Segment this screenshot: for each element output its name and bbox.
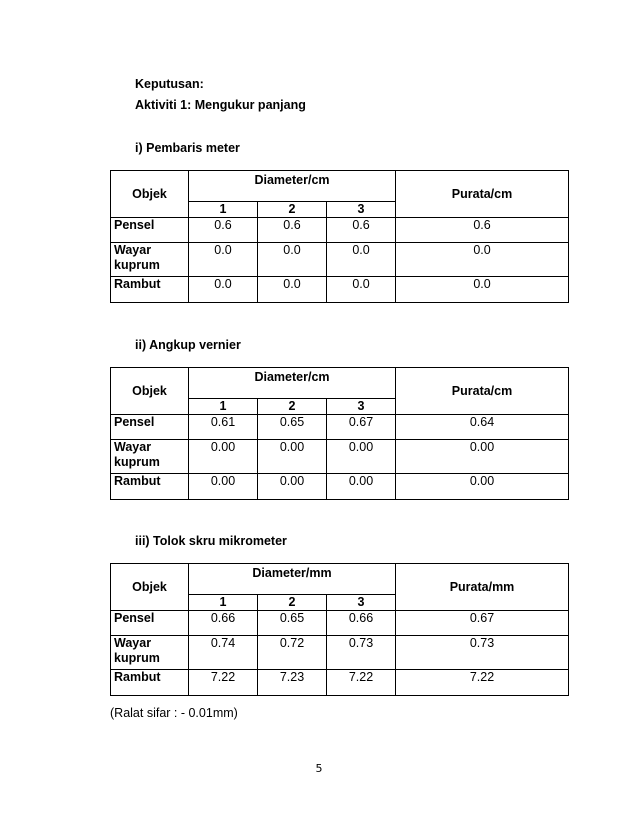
cell-value: 7.22 <box>327 670 396 696</box>
cell-value: 0.00 <box>258 474 327 500</box>
row-name: Wayar kuprum <box>111 440 189 474</box>
table-row <box>111 218 569 243</box>
cell-value: 0.67 <box>327 415 396 440</box>
col-header-3: 3 <box>327 595 396 611</box>
page-number: 5 <box>315 762 323 775</box>
table-row <box>111 415 569 440</box>
cell-value: 7.23 <box>258 670 327 696</box>
table-angkup-vernier <box>110 367 569 500</box>
cell-value: 0.6 <box>189 218 258 243</box>
cell-value: 7.22 <box>189 670 258 696</box>
col-header-2: 2 <box>258 399 327 415</box>
table-row <box>111 277 569 303</box>
cell-value: 0.74 <box>189 636 258 670</box>
cell-value: 0.65 <box>258 611 327 636</box>
row-name: Wayar kuprum <box>111 636 189 670</box>
table-row <box>111 636 569 670</box>
cell-value: 0.6 <box>327 218 396 243</box>
objek-header: Objek <box>111 564 189 611</box>
row-name: Rambut <box>111 474 189 500</box>
cell-value: 0.61 <box>189 415 258 440</box>
col-header-1: 1 <box>189 595 258 611</box>
row-name: Wayar kuprum <box>111 243 189 277</box>
col-header-1: 1 <box>189 202 258 218</box>
cell-value: 0.0 <box>258 277 327 303</box>
cell-value: 0.0 <box>189 277 258 303</box>
table-row <box>111 243 569 277</box>
cell-value: 0.6 <box>258 218 327 243</box>
cell-average: 0.0 <box>396 243 569 277</box>
cell-value: 0.73 <box>327 636 396 670</box>
row-name: Pensel <box>111 415 189 440</box>
cell-value: 0.0 <box>327 277 396 303</box>
cell-value: 0.00 <box>327 474 396 500</box>
col-header-2: 2 <box>258 202 327 218</box>
cell-value: 0.0 <box>189 243 258 277</box>
cell-average: 0.64 <box>396 415 569 440</box>
footnote: (Ralat sifar : - 0.01mm) <box>110 706 238 720</box>
table-pembaris-meter <box>110 170 569 303</box>
cell-value: 0.00 <box>189 474 258 500</box>
cell-value: 0.00 <box>327 440 396 474</box>
row-name: Pensel <box>111 611 189 636</box>
table-row <box>111 611 569 636</box>
cell-average: 0.00 <box>396 474 569 500</box>
diameter-header: Diameter/cm <box>189 368 396 399</box>
cell-value: 0.0 <box>327 243 396 277</box>
cell-value: 0.72 <box>258 636 327 670</box>
cell-average: 0.0 <box>396 277 569 303</box>
row-name: Rambut <box>111 670 189 696</box>
col-header-3: 3 <box>327 202 396 218</box>
objek-header: Objek <box>111 368 189 415</box>
cell-value: 0.00 <box>189 440 258 474</box>
cell-value: 0.00 <box>258 440 327 474</box>
purata-header: Purata/cm <box>396 368 569 415</box>
cell-value: 0.65 <box>258 415 327 440</box>
keputusan-heading: Keputusan: <box>135 77 204 91</box>
table-row <box>111 440 569 474</box>
table-row <box>111 474 569 500</box>
cell-average: 0.67 <box>396 611 569 636</box>
col-header-2: 2 <box>258 595 327 611</box>
table-tolok-skru-mikrometer <box>110 563 569 696</box>
aktiviti-heading: Aktiviti 1: Mengukur panjang <box>135 98 306 112</box>
cell-value: 0.66 <box>327 611 396 636</box>
diameter-header: Diameter/cm <box>189 171 396 202</box>
cell-average: 0.73 <box>396 636 569 670</box>
diameter-header: Diameter/mm <box>189 564 396 595</box>
purata-header: Purata/cm <box>396 171 569 218</box>
cell-value: 0.66 <box>189 611 258 636</box>
objek-header: Objek <box>111 171 189 218</box>
col-header-1: 1 <box>189 399 258 415</box>
row-name: Rambut <box>111 277 189 303</box>
cell-average: 7.22 <box>396 670 569 696</box>
cell-average: 0.00 <box>396 440 569 474</box>
cell-value: 0.0 <box>258 243 327 277</box>
table-3-title: iii) Tolok skru mikrometer <box>135 534 287 548</box>
row-name: Pensel <box>111 218 189 243</box>
cell-average: 0.6 <box>396 218 569 243</box>
table-row <box>111 670 569 696</box>
col-header-3: 3 <box>327 399 396 415</box>
table-2-title: ii) Angkup vernier <box>135 338 241 352</box>
purata-header: Purata/mm <box>396 564 569 611</box>
table-1-title: i) Pembaris meter <box>135 141 240 155</box>
